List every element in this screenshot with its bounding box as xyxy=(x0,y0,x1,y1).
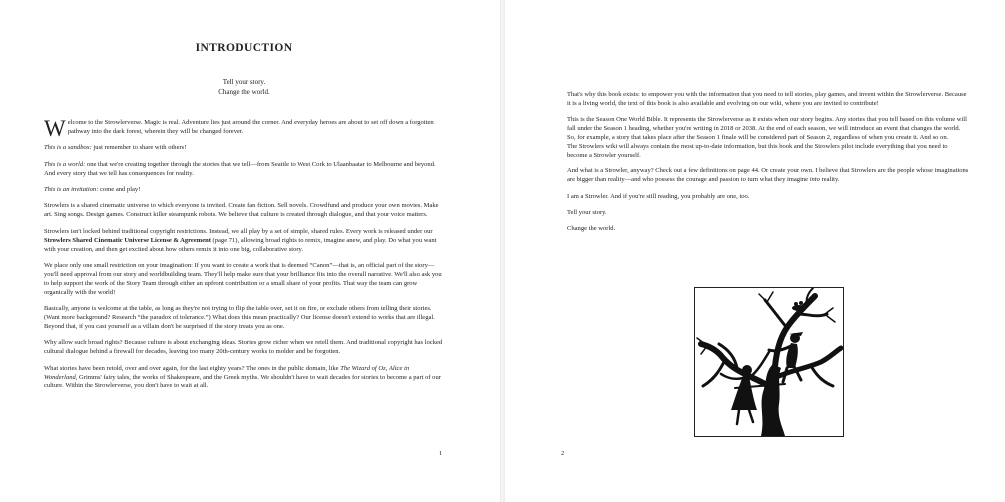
license-name: Strowlers Shared Cinematic Universe License & Agreement xyxy=(44,236,211,244)
paragraph-text: , Grimms' fairy tales, the works of Shakespeare, and the Greek myths. We shouldn't have to wait decades for stories to become a part of our culture. Within the Strowlerverse, you don't have to wait at all. xyxy=(44,373,441,390)
tagline-line-1: Tell your story. xyxy=(222,78,266,86)
paragraph-text: , xyxy=(385,364,389,372)
paragraph-text: The Strowlers wiki will always contain the most up-to-date information, but this book and the Strowlers pilot include everything that you need to become a Strowler yourself. xyxy=(567,143,948,159)
emphasis-text: This is a sandbox: xyxy=(44,144,92,152)
paragraph-text: And what is a Strowler, anyway? Check out a few definitions on page 44. Or create your own. I believe that Strowlers are the people whose imaginations are bigger than reality—and who possess the courage and passion to turn what they imagine xyxy=(567,167,969,184)
drop-cap: W xyxy=(44,116,66,141)
paragraph-text: one that we're creating together through the stories that we tell—from Seattle to West Cork to Ulaanbaatar to Melbourne and beyond. And every story that we tell has consequences for reality. xyxy=(44,160,436,177)
paragraph-text: come and play! xyxy=(98,186,141,194)
right-page xyxy=(505,0,1005,502)
paragraph-change-the-world: Change the world. xyxy=(567,225,616,233)
paragraph-text: (page 71), allowing broad rights to remix, imagine anew, and play. Do what you want with your creation, and then get excited about how others remix it into one big, collaborative story. xyxy=(44,236,437,253)
paragraph-invitation xyxy=(44,186,444,195)
paragraph-shared-universe: Strowlers is a shared cinematic universe to which everyone is invited. Create fan fiction. Sell novels. Crowdfund and produce your own movies. Make art. Sing songs. Design games. Construct killer steampunk robots. We believe that culture is created through dialogue, and that your voice matters. xyxy=(44,202,439,219)
paragraph-text: This is the Season One World Bible. It represents the Strowlerverse as it exists when our story begins. Any stories that you tell based on this volume will fall under the Season 1 heading, whether you're writing in 2018 or 2038. At the end of each season, we will introduce an event that changes the world. So, for example, a story that takes place after the Season 1 finale will be considered part of Season 2, regardless of when you create it. And so on. xyxy=(567,116,967,142)
chapter-title: INTRODUCTION xyxy=(195,42,293,54)
paragraph-tell-your-story: Tell your story. xyxy=(567,209,607,217)
paragraph-table: Basically, anyone is welcome at the table, as long as they're not trying to flip the table over, set it on fire, or exclude others from telling their stories. (Want more background? Research “the paradox of tolerance.”) What does this mean practically? Our license doesn't extend to works that are illegal. Beyond that, if you cast yourself as a villain don't be surprised if the story treats you as one. xyxy=(44,305,435,330)
paragraph-welcome xyxy=(44,116,444,141)
emphasis-text: into xyxy=(809,176,820,184)
paragraph-sandbox xyxy=(44,144,444,153)
paragraph-license xyxy=(44,228,444,255)
paragraph-what-is-strowler xyxy=(567,167,969,185)
left-page xyxy=(0,0,500,502)
emphasis-text: This is an invitation: xyxy=(44,186,99,194)
tagline-line-2: Change the world. xyxy=(218,87,270,96)
paragraph-text: reality. xyxy=(819,176,840,184)
silhouette-illustration xyxy=(694,287,844,437)
right-body-text xyxy=(567,91,969,242)
paragraph-world xyxy=(44,161,444,179)
chapter-tagline xyxy=(0,78,488,97)
paragraph-text: just remember to share with others! xyxy=(91,144,187,152)
paragraph-public-domain xyxy=(44,365,444,392)
silhouette-tree-climbers-icon xyxy=(695,288,843,436)
paragraph-season-one xyxy=(567,116,969,161)
paragraph-book-purpose: That's why this book exists: to empower you with the information that you need to tell stories, play games, and invent within the Strowlerverse. Because it is a living world, the text of this book is also available and evolving on our wiki, where you are invited to contribute! xyxy=(567,91,967,107)
book-title: Alice in Wonderland xyxy=(44,364,410,381)
emphasis-text: This is a world: xyxy=(44,160,86,168)
book-title: The Wizard of Oz xyxy=(340,364,386,372)
paragraph-text: What stories have been retold, over and over again, for the last eighty years? The ones in the public domain, like xyxy=(44,364,341,372)
left-body-text xyxy=(44,116,444,399)
paragraph-i-am-strowler: I am a Strowler. And if you're still reading, you probably are one, too. xyxy=(567,192,750,200)
page-number-left: 1 xyxy=(439,450,443,457)
paragraph-canon: We place only one small restriction on your imagination: If you want to create a work that is deemed “Canon”—that is, an official part of the story—you'll need approval from our story and worldbuilding team. They'll help make sure that your brilliance fits into the overall narrative. We'll also ask you to help support the work of the Story Team through either an upfront contribution or a small share of your profits. That way the team can grow organically with the world! xyxy=(44,261,442,296)
paragraph-text: Strowlers isn't locked behind traditional copyright restrictions. Instead, we all play by a set of simple, shared rules. Every work is released under our xyxy=(44,227,433,235)
paragraph-text: elcome to the Strowlerverse. Magic is real. Adventure lies just around the corner. And everyday heroes are about to set off down a forgotten pathway into the dark forest, wherein they will be changed forever. xyxy=(67,119,434,135)
paragraph-broad-rights: Why allow such broad rights? Because culture is about exchanging ideas. Stories grow richer when we retell them. And traditional copyright has locked cultural dialogue behind a firewall for decades, leaving too many 20th-century works to molder and be forgotten. xyxy=(44,339,443,356)
page-number-right: 2 xyxy=(561,450,565,457)
